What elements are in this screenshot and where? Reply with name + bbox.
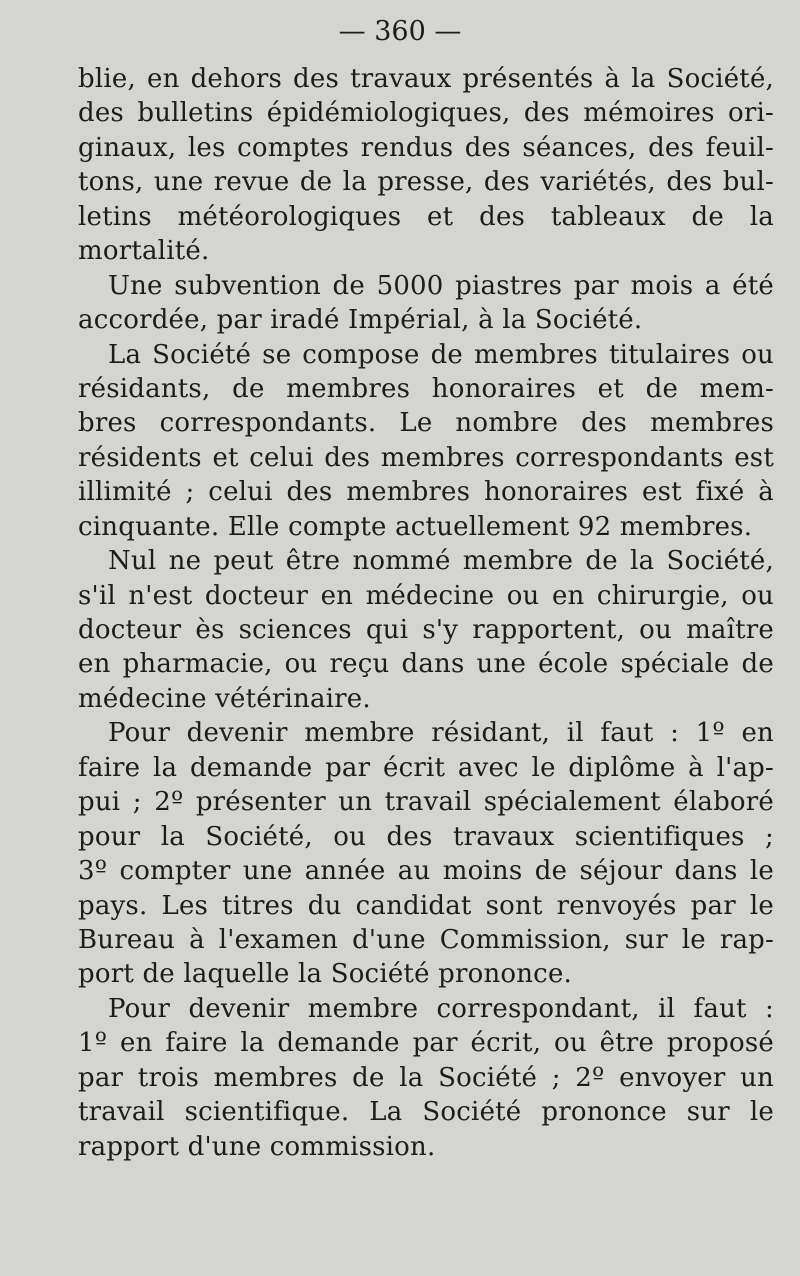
- paragraph: [78, 716, 774, 992]
- text-line: résidants, de membres honoraires et de mem-: [78, 373, 774, 404]
- text-line: 1º en faire la demande par écrit, ou être proposé: [78, 1028, 774, 1059]
- text-line: pui ; 2º présenter un travail spécialement élaboré: [78, 787, 774, 818]
- text-line: pays. Les titres du candidat sont renvoyés par le: [78, 890, 774, 921]
- text-line: docteur ès sciences qui s'y rapportent, ou maître: [78, 615, 774, 645]
- text-line: s'il n'est docteur en médecine ou en chirurgie, ou: [78, 580, 774, 611]
- text-line: Une subvention de 5000 piastres par mois a été: [108, 270, 774, 301]
- text-line: Nul ne peut être nommé membre de la Société,: [108, 546, 774, 577]
- text-line: résidents et celui des membres correspondants est: [78, 442, 774, 473]
- text-line: accordée, par iradé Impérial, à la Société.: [78, 305, 643, 336]
- body-text: [78, 62, 774, 1164]
- text-line: Bureau à l'examen d'une Commission, sur le rap-: [78, 924, 774, 955]
- paragraph: [78, 62, 774, 269]
- text-line: Pour devenir membre correspondant, il faut :: [108, 993, 774, 1024]
- text-line: port de laquelle la Société prononce.: [78, 959, 572, 990]
- paragraph: [78, 338, 774, 545]
- text-line: La Société se compose de membres titulaires ou: [108, 339, 774, 370]
- paragraph: [78, 269, 774, 338]
- text-line: par trois membres de la Société ; 2º envoyer un: [78, 1062, 774, 1093]
- text-line: tons, une revue de la presse, des variétés, des bul-: [78, 167, 774, 198]
- text-line: faire la demande par écrit avec le diplôme à l'ap-: [78, 752, 774, 783]
- text-line: letins météorologiques et des tableaux de la: [78, 201, 774, 232]
- paragraph: [78, 992, 774, 1164]
- text-line: bres correspondants. Le nombre des membres: [78, 408, 774, 439]
- text-line: médecine vétérinaire.: [78, 683, 371, 714]
- text-line: en pharmacie, ou reçu dans une école spéciale de: [78, 649, 774, 680]
- text-line: 3º compter une année au moins de séjour dans le: [78, 856, 774, 887]
- text-line: des bulletins épidémiologiques, des mémoires ori-: [78, 98, 774, 129]
- text-line: cinquante. Elle compte actuellement 92 membres.: [78, 511, 753, 542]
- text-line: travail scientifique. La Société prononce sur le: [78, 1097, 774, 1128]
- text-line: ginaux, les comptes rendus des séances, des feuil-: [78, 132, 774, 163]
- text-line: Pour devenir membre résidant, il faut : 1º en: [108, 718, 774, 749]
- text-line: mortalité.: [78, 236, 210, 267]
- text-line: rapport d'une commission.: [78, 1131, 436, 1162]
- text-line: pour la Société, ou des travaux scientifiques ;: [78, 821, 774, 852]
- page-number: — 360 —: [338, 16, 462, 47]
- text-line: illimité ; celui des membres honoraires est fixé à: [78, 477, 774, 508]
- text-line: blie, en dehors des travaux présentés à la Société,: [78, 64, 774, 94]
- paragraph: [78, 544, 774, 716]
